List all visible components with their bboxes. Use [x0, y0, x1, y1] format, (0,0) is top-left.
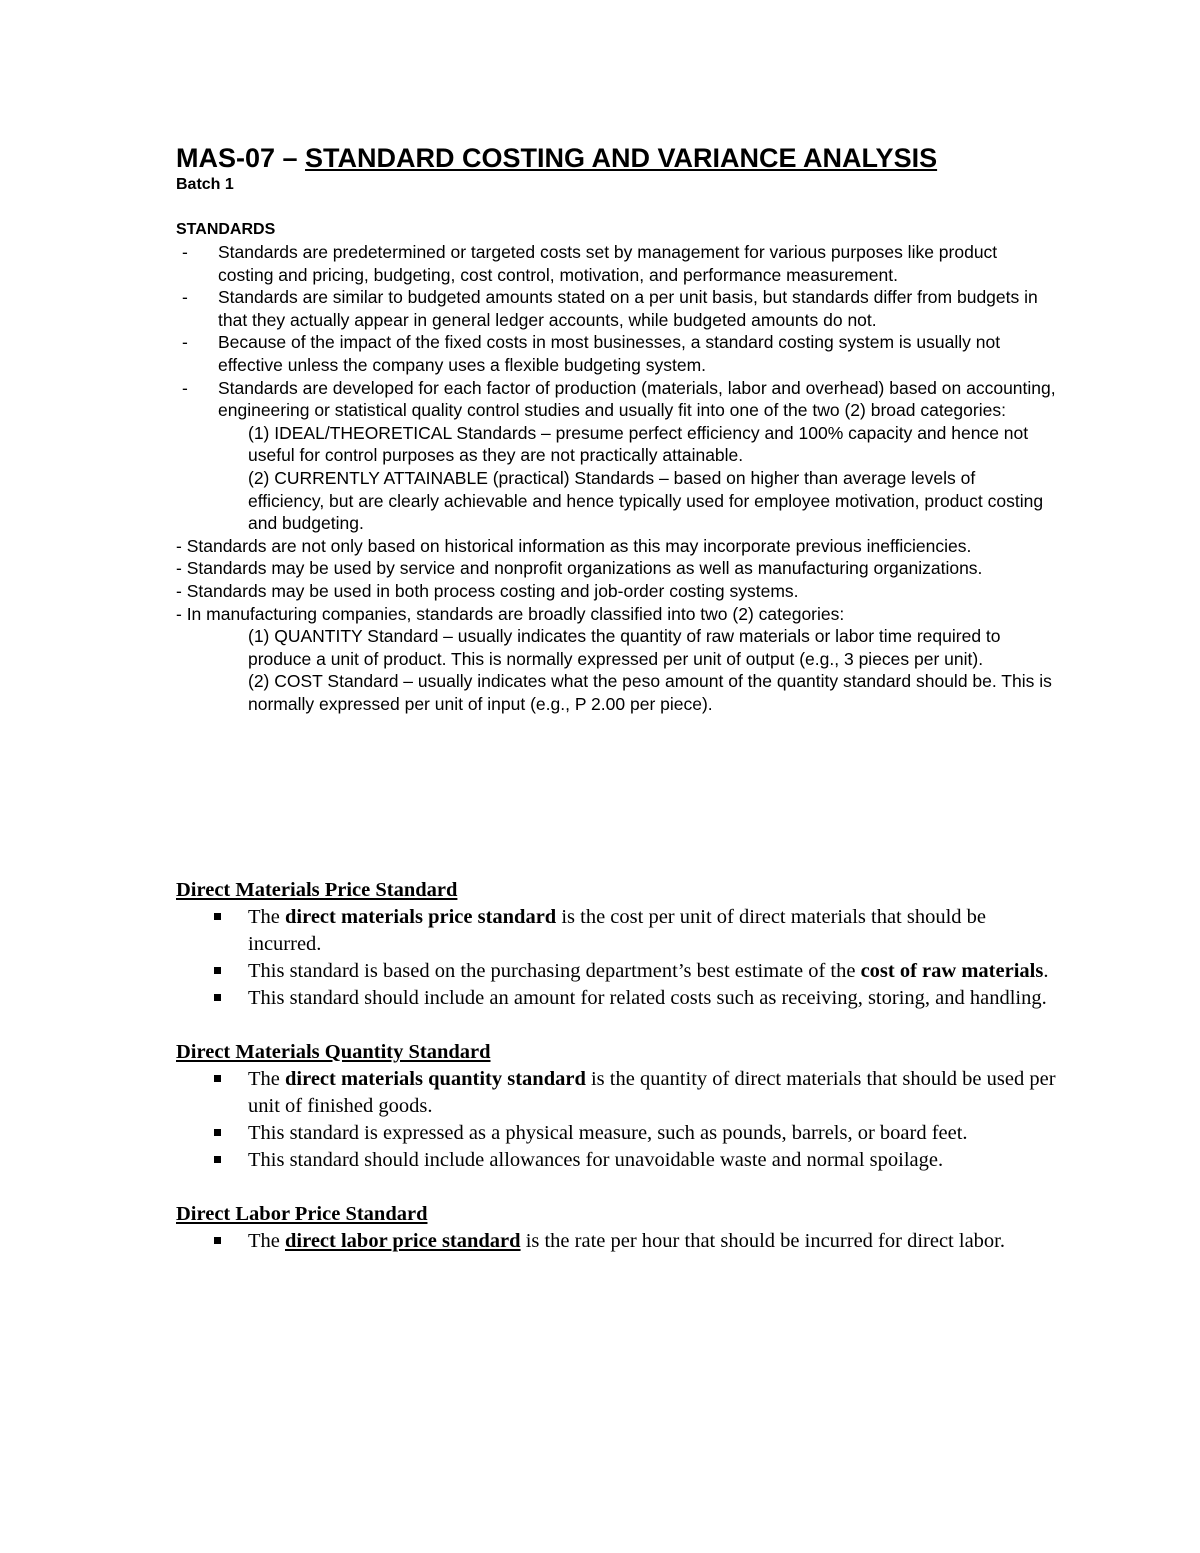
standards-bullet: - Standards are predetermined or targeted costs set by management for various purposes like product costing and pricing, budgeting, cost control, motivation, and performance measurement.: [182, 242, 998, 285]
square-bullet-icon: [214, 1237, 221, 1244]
category-attainable: (2) CURRENTLY ATTAINABLE (practical) Standards – based on higher than average levels of efficiency, but are clearly achievable and hence typically used for employee motivation, product costing and budgeting.: [248, 467, 1044, 534]
standards-note: - In manufacturing companies, standards are broadly classified into two (2) categories:: [176, 603, 845, 624]
document-title: [176, 142, 937, 174]
standards-bullet: - Standards are developed for each factor of production (materials, labor and overhead) based on accounting, engineering or statistical quality control studies and usually fit into one of the two (2) broad categories:: [182, 377, 1056, 421]
square-bullet-icon: [214, 994, 221, 1001]
standards-bullet: - Because of the impact of the fixed costs in most businesses, a standard costing system is usually not effective unless the company uses a flexible budgeting system.: [182, 332, 1001, 375]
square-bullet-icon: [214, 913, 221, 920]
standards-detail-section: [176, 877, 1056, 1255]
term-bold-underlined: direct labor price standard: [285, 1230, 521, 1252]
list-item: This standard is expressed as a physical measure, such as pounds, barrels, or board feet.: [176, 1120, 1056, 1147]
standards-note: - Standards may be used in both process costing and job-order costing systems.: [176, 580, 799, 601]
dm-price-heading: Direct Materials Price Standard: [176, 879, 458, 901]
list-item: This standard should include allowances for unavoidable waste and normal spoilage.: [176, 1147, 1056, 1174]
square-bullet-icon: [214, 1075, 221, 1082]
list-item: The direct materials price standard is the cost per unit of direct materials that should be incurred.: [176, 904, 1056, 958]
list-item: This standard is based on the purchasing department’s best estimate of the cost of raw materials.: [176, 958, 1056, 985]
category-ideal: (1) IDEAL/THEORETICAL Standards – presume perfect efficiency and 100% capacity and hence not useful for control purposes as they are not practically attainable.: [248, 422, 1029, 466]
standards-bullet-text: Because of the impact of the fixed costs in most businesses, a standard costing system is usually not effective unless the company uses a flexible budgeting system.: [218, 332, 1001, 375]
term-bold: direct materials price standard: [285, 906, 557, 928]
square-bullet-icon: [214, 967, 221, 974]
title-prefix: MAS-07 –: [176, 143, 306, 173]
standards-bullet-text: Standards are similar to budgeted amounts stated on a per unit basis, but standards differ from budgets in that they actually appear in general ledger accounts, while budgeted amounts do not.: [218, 287, 1038, 330]
list-item: The direct labor price standard is the rate per hour that should be incurred for direct labor.: [176, 1228, 1056, 1255]
batch-label: Batch 1: [176, 176, 234, 193]
title-main: STANDARD COSTING AND VARIANCE ANALYSIS: [305, 143, 938, 173]
standards-bullet-text: Standards are developed for each factor of production (materials, labor and overhead) based on accounting, engineering or statistical quality control studies and usually fit into one of the two (2) broad categories:: [218, 377, 1056, 421]
class-quantity: (1) QUANTITY Standard – usually indicates the quantity of raw materials or labor time required to produce a unit of product. This is normally expressed per unit of output (e.g., 3 pieces per unit).: [248, 626, 1001, 669]
standards-heading: STANDARDS: [176, 221, 276, 238]
standards-bullet: - Standards are similar to budgeted amounts stated on a per unit basis, but standards differ from budgets in that they actually appear in general ledger accounts, while budgeted amounts do not.: [182, 287, 1038, 330]
square-bullet-icon: [214, 1129, 221, 1136]
standards-note: - Standards are not only based on historical information as this may incorporate previous inefficiencies.: [176, 535, 972, 556]
list-item: This standard should include an amount for related costs such as receiving, storing, and handling.: [176, 985, 1056, 1012]
dl-price-heading: Direct Labor Price Standard: [176, 1203, 428, 1225]
term-bold: cost of raw materials: [860, 960, 1044, 982]
term-bold: direct materials quantity standard: [285, 1068, 586, 1090]
standards-note: - Standards may be used by service and nonprofit organizations as well as manufacturing organizations.: [176, 558, 983, 579]
square-bullet-icon: [214, 1156, 221, 1163]
list-item: The direct materials quantity standard is the quantity of direct materials that should be used per unit of finished goods.: [176, 1066, 1056, 1120]
standards-section: [176, 241, 1056, 715]
dm-quantity-heading: Direct Materials Quantity Standard: [176, 1041, 491, 1063]
class-cost: (2) COST Standard – usually indicates what the peso amount of the quantity standard should be. This is normally expressed per unit of input (e.g., P 2.00 per piece).: [248, 671, 1052, 714]
standards-bullet-text: Standards are predetermined or targeted costs set by management for various purposes like product costing and pricing, budgeting, cost control, motivation, and performance measurement.: [218, 242, 998, 285]
